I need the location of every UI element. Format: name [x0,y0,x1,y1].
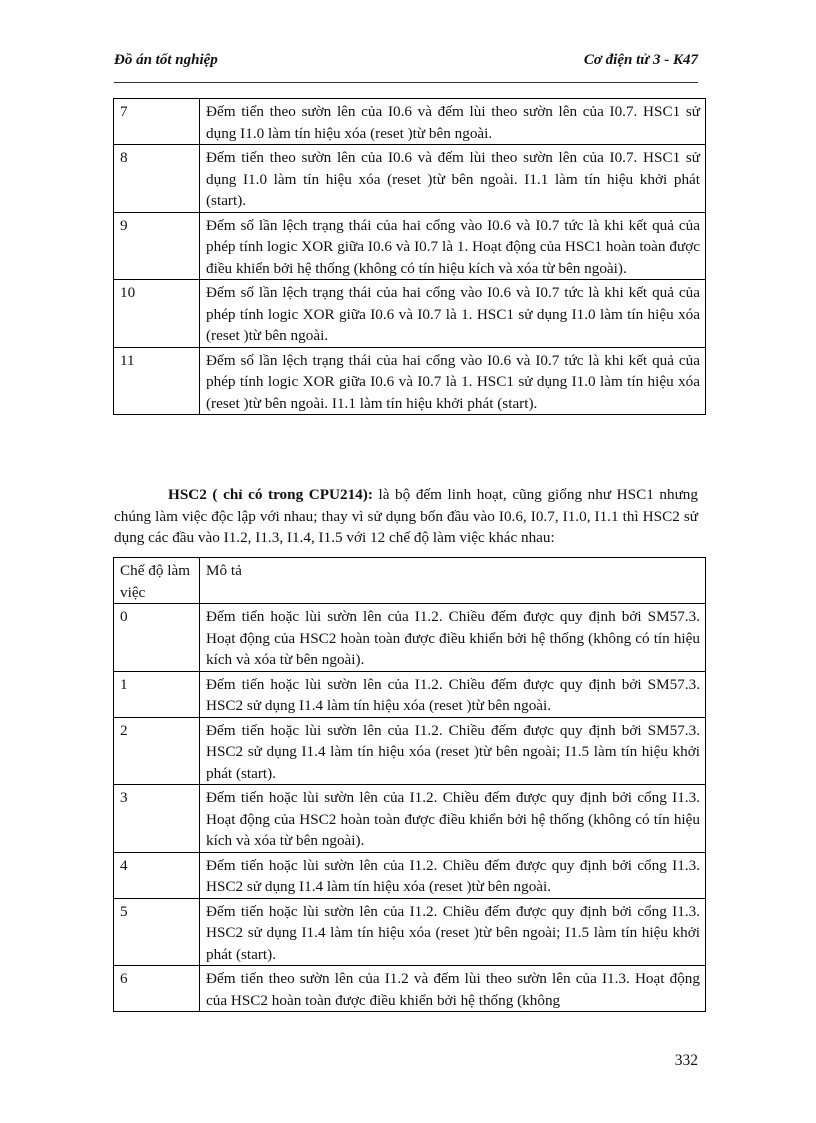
header-divider [114,82,698,83]
mode-cell: 3 [114,785,200,853]
mode-cell: 11 [114,347,200,415]
table-header-row [114,558,706,604]
table-row [114,145,706,213]
table-row [114,347,706,415]
description-cell: Đếm tiến hoặc lùi sườn lên của I1.2. Chiều đếm được quy định bởi cổng I1.3. HSC2 sử dụng I1.4 làm tín hiệu xóa (reset )từ bên ngoài; I1.5 làm tín hiệu khởi phát (start). [200,898,706,966]
hsc2-paragraph [114,484,698,549]
description-cell: Đếm số lần lệch trạng thái của hai cổng vào I0.6 và I0.7 tức là khi kết quả của phép tính logic XOR giữa I0.6 và I0.7 là 1. Hoạt động của HSC1 hoàn toàn được điều khiển bởi hệ thống (không có tín hiệu kích và xóa từ bên ngoài). [200,212,706,280]
table-row [114,898,706,966]
mode-cell: 6 [114,966,200,1012]
table-row [114,785,706,853]
table-row [114,717,706,785]
header-desc-cell: Mô tả [200,558,706,604]
header-document-title: Đồ án tốt nghiệp [114,52,218,68]
hsc2-modes-table [113,557,706,1012]
description-cell: Đếm tiến hoặc lùi sườn lên của I1.2. Chiều đếm được quy định bởi SM57.3. HSC2 sử dụng I1.4 làm tín hiệu xóa (reset )từ bên ngoài; I1.5 làm tín hiệu khởi phát (start). [200,717,706,785]
table-row [114,212,706,280]
table-row [114,280,706,348]
description-cell: Đếm số lần lệch trạng thái của hai cổng vào I0.6 và I0.7 tức là khi kết quả của phép tính logic XOR giữa I0.6 và I0.7 là 1. HSC1 sử dụng I1.0 làm tín hiệu xóa (reset )từ bên ngoài. [200,280,706,348]
description-cell: Đếm tiến theo sườn lên của I0.6 và đếm lùi theo sườn lên của I0.7. HSC1 sử dụng I1.0 làm tín hiệu xóa (reset )từ bên ngoài. I1.1 làm tín hiệu khởi phát (start). [200,145,706,213]
table-row [114,604,706,672]
description-cell: Đếm tiến theo sườn lên của I1.2 và đếm lùi theo sườn lên của I1.3. Hoạt động của HSC2 hoàn toàn được điều khiển bởi hệ thống (không [200,966,706,1012]
mode-cell: 4 [114,852,200,898]
description-cell: Đếm tiến hoặc lùi sườn lên của I1.2. Chiều đếm được quy định bởi cổng I1.3. Hoạt động của HSC2 hoàn toàn được điều khiển bởi hệ thống (không có tín hiệu kích và xóa từ bên ngoài). [200,785,706,853]
hsc1-modes-table-continued [113,98,706,415]
header-course-label: Cơ điện tử 3 - K47 [583,52,698,68]
description-cell: Đếm tiến hoặc lùi sườn lên của I1.2. Chiều đếm được quy định bởi SM57.3. Hoạt động của HSC2 hoàn toàn được điều khiển bởi hệ thống (không có tín hiệu kích và xóa từ bên ngoài). [200,604,706,672]
mode-cell: 1 [114,671,200,717]
table-row [114,852,706,898]
mode-cell: 9 [114,212,200,280]
header-mode-cell: Chế độ làm việc [114,558,200,604]
mode-cell: 5 [114,898,200,966]
hsc2-paragraph-body: là bộ đếm linh hoạt, cũng giống như HSC1 nhưng chúng làm việc độc lập với nhau; thay vì sử dụng bốn đầu vào I0.6, I0.7, I1.0, I1.1 thì HSC2 sử dụng các đầu vào I1.2, I1.3, I1.4, I1.5 với 12 chế độ làm việc khác nhau: [114,486,698,547]
mode-cell: 2 [114,717,200,785]
table-row [114,671,706,717]
hsc2-lead-bold: HSC2 ( chỉ có trong CPU214): [168,486,373,504]
page-header [114,52,698,74]
description-cell: Đếm tiến hoặc lùi sườn lên của I1.2. Chiều đếm được quy định bởi cổng I1.3. HSC2 sử dụng I1.4 làm tín hiệu xóa (reset )từ bên ngoài. [200,852,706,898]
table-row [114,99,706,145]
description-cell: Đếm tiến hoặc lùi sườn lên của I1.2. Chiều đếm được quy định bởi SM57.3. HSC2 sử dụng I1.4 làm tín hiệu xóa (reset )từ bên ngoài. [200,671,706,717]
mode-cell: 10 [114,280,200,348]
description-cell: Đếm số lần lệch trạng thái của hai cổng vào I0.6 và I0.7 tức là khi kết quả của phép tính logic XOR giữa I0.6 và I0.7 là 1. HSC1 sử dụng I1.0 làm tín hiệu xóa (reset )từ bên ngoài. I1.1 làm tín hiệu khởi phát (start). [200,347,706,415]
page-number: 332 [674,1052,698,1069]
table-row [114,966,706,1012]
mode-cell: 0 [114,604,200,672]
mode-cell: 7 [114,99,200,145]
mode-cell: 8 [114,145,200,213]
description-cell: Đếm tiến theo sườn lên của I0.6 và đếm lùi theo sườn lên của I0.7. HSC1 sử dụng I1.0 làm tín hiệu xóa (reset )từ bên ngoài. [200,99,706,145]
